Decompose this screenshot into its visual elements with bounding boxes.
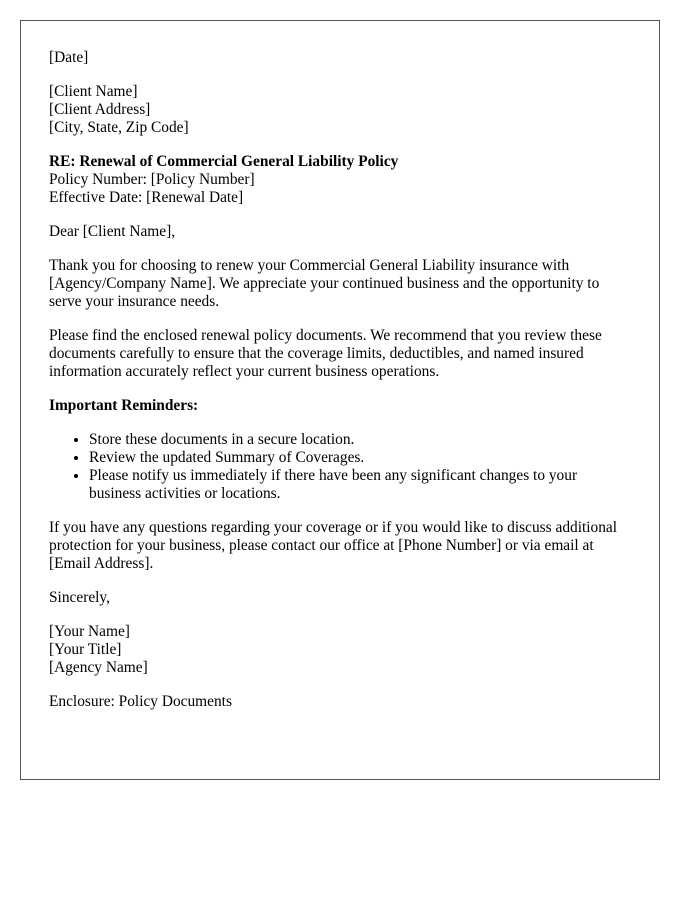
signature-agency: [Agency Name]	[49, 659, 148, 676]
recipient-address-block	[49, 83, 631, 137]
subject-re-line: RE: Renewal of Commercial General Liability Policy	[49, 153, 399, 170]
reminders-heading: Important Reminders:	[49, 397, 199, 414]
salutation: Dear [Client Name],	[49, 223, 176, 240]
signature-block	[49, 623, 631, 677]
policy-number: Policy Number: [Policy Number]	[49, 171, 255, 188]
intro-paragraph: Thank you for choosing to renew your Commercial General Liability insurance with [Agency/Company Name]. We appreciate your continued business and the opportunity to serve your insurance needs.	[49, 257, 600, 310]
reminders-list	[49, 431, 631, 503]
closing: Sincerely,	[49, 589, 110, 606]
subject-block	[49, 153, 631, 207]
letter-date: [Date]	[49, 49, 89, 66]
reminder-item: • Review the updated Summary of Coverages.	[89, 449, 631, 467]
recipient-address: [Client Address]	[49, 101, 151, 118]
contact-paragraph: If you have any questions regarding your coverage or if you would like to discuss additional protection for your business, please contact our office at [Phone Number] or via email at [Email Address].	[49, 519, 618, 572]
reminder-item: • Store these documents in a secure location.	[89, 431, 631, 449]
letter-date-block	[49, 49, 631, 67]
reminder-item: • Please notify us immediately if there have been any significant changes to your business activities or locations.	[89, 467, 631, 503]
recipient-name: [Client Name]	[49, 83, 138, 100]
recipient-city-state-zip: [City, State, Zip Code]	[49, 119, 189, 136]
signature-title: [Your Title]	[49, 641, 122, 658]
letter-page	[20, 20, 660, 780]
signature-name: [Your Name]	[49, 623, 130, 640]
enclosure-line: Enclosure: Policy Documents	[49, 693, 232, 710]
effective-date: Effective Date: [Renewal Date]	[49, 189, 244, 206]
documents-paragraph: Please find the enclosed renewal policy documents. We recommend that you review these documents carefully to ensure that the coverage limits, deductibles, and named insured information accurately reflect your current business operations.	[49, 327, 602, 380]
